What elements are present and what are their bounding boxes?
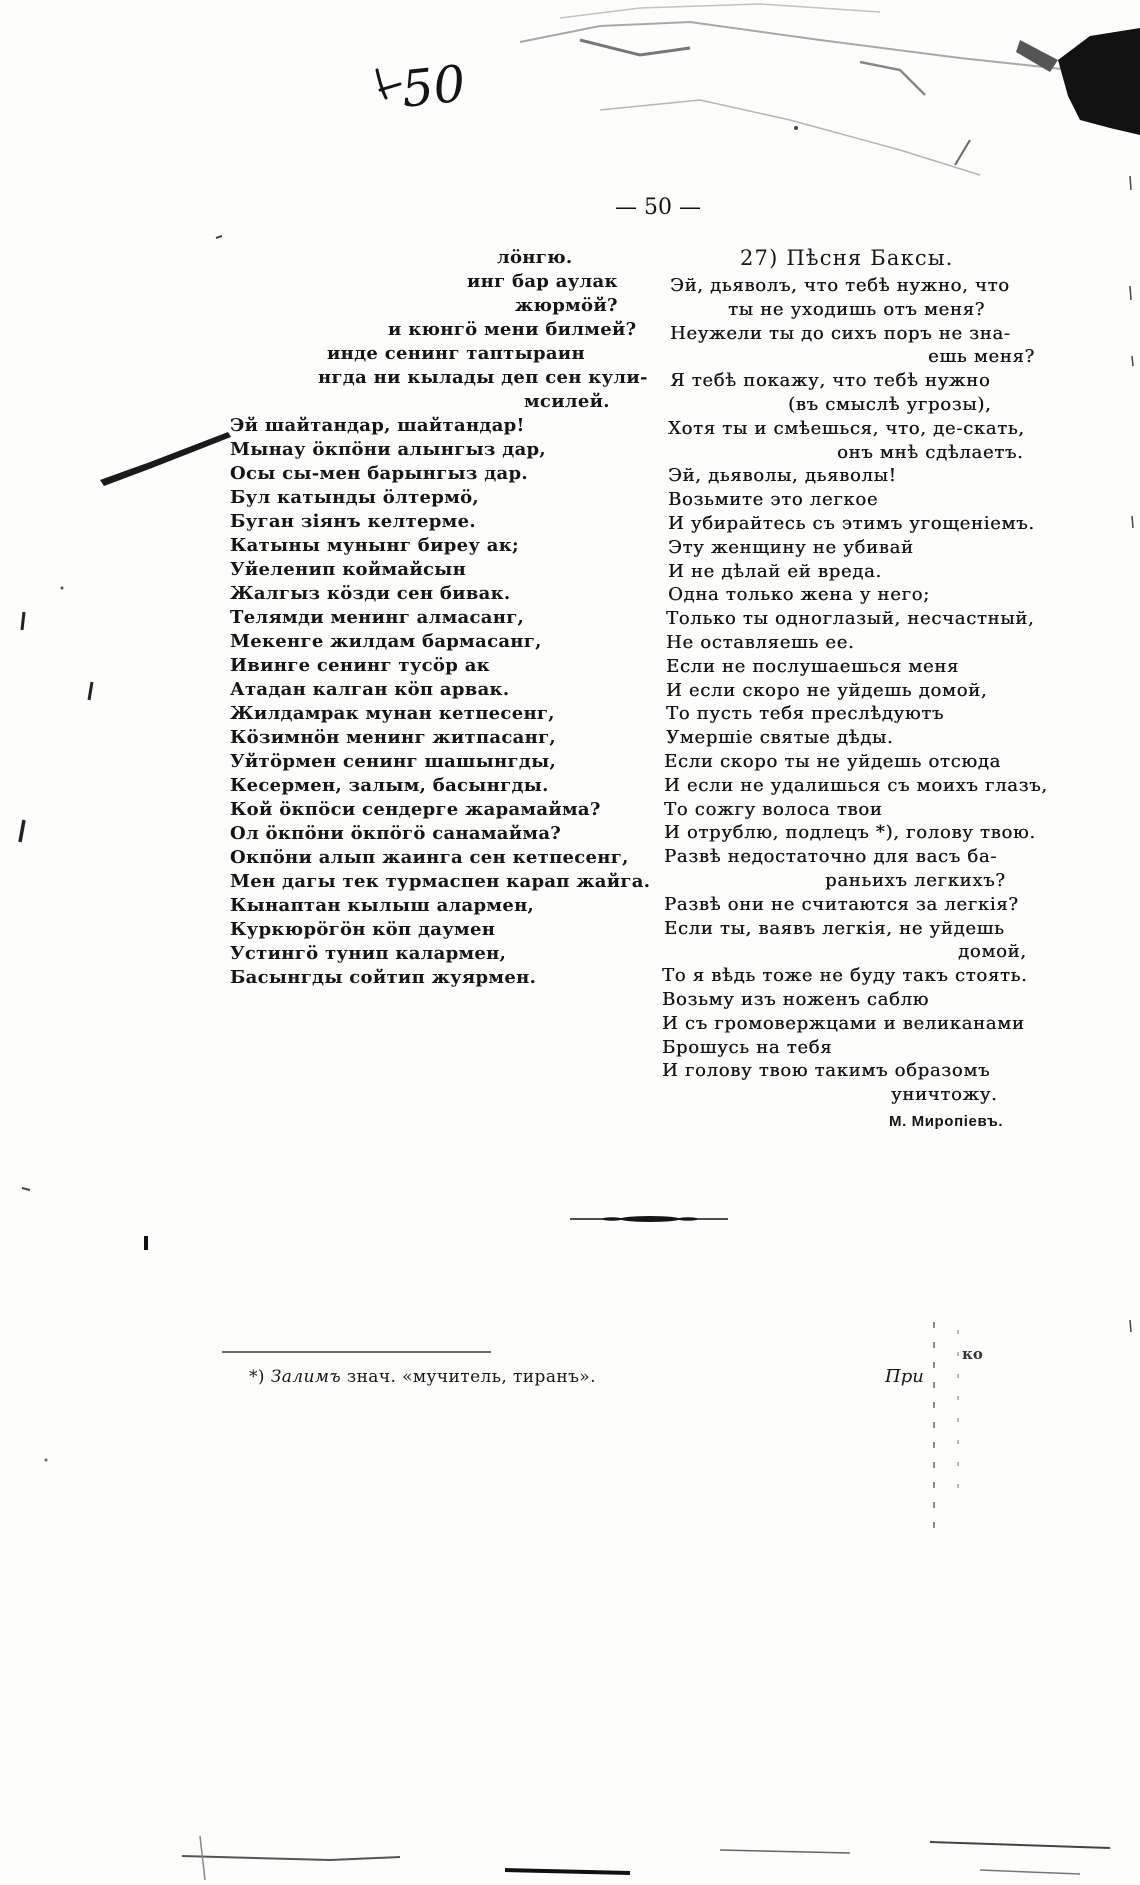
top-fold-smudge [955,140,970,165]
original-line: Мекенге жилдам бармасанг, [230,631,542,652]
bottom-streak [930,1842,1110,1848]
page-number: — 50 — [615,195,701,220]
original-line: нгда ни кылады деп сен кули- [318,367,648,388]
original-line: мсилей. [524,391,610,412]
translation-column [662,274,1102,1107]
margin-mark [1130,176,1131,190]
original-line: Кынаптан кылыш алармен, [230,895,535,916]
original-text-column [230,246,660,990]
translation-line: Если скоро ты не уйдешь отсюда [664,750,1001,772]
translation-line: Развѣ они не считаются за легкія? [664,893,1019,915]
top-fold-smudge [580,40,690,55]
original-line: Жилдамрак мунан кетпесенг, [230,703,555,724]
translation-line: И не дѣлай ей вреда. [668,560,882,582]
original-line: Буган зіянъ келтерме. [230,511,476,532]
translation-line: Эй, дьяволъ, что тебѣ нужно, что [670,275,1010,296]
original-line: Мен дагы тек турмаспен карап жайга. [230,871,651,892]
margin-mark [22,612,24,630]
translation-line: То сожгу волоса твои [664,798,883,820]
margin-mark [89,682,92,700]
footnote-fragment: При [885,1366,924,1387]
ink-speck [794,126,798,130]
ornament-separator [570,1216,728,1222]
original-line: Ивинге сенинг тусöр ак [230,655,490,676]
translation-line: И съ громовержцами и великанами [662,1012,1025,1034]
translation-line: Только ты одноглазый, несчастный, [666,608,1035,630]
translation-line: То пусть тебя преслѣдуютъ [666,703,945,725]
translation-line: Не оставляешь ее. [666,631,855,653]
bottom-streak [980,1870,1080,1874]
translation-line: И убирайтесь съ этимъ угощеніемъ. [668,512,1035,534]
margin-streak [100,432,231,486]
original-line: Устингö тунип калармен, [230,943,507,964]
translation-line: онъ мнѣ сдѣлаетъ. [837,441,1024,463]
margin-mark [1130,286,1131,300]
bottom-streak [182,1856,400,1860]
author-signature: М. Миропіевъ. [889,1113,1004,1130]
margin-mark [22,1188,30,1190]
translation-line: (въ смыслѣ угрозы), [788,393,992,415]
margin-mark [1130,1320,1131,1332]
translation-line: Эту женщину не убивай [668,536,914,558]
translation-line: И если не удалишься съ моихъ глазъ, [664,774,1048,796]
translation-line: домой, [958,941,1027,963]
margin-mark [216,236,222,238]
margin-streak [175,445,205,455]
original-line: Куркюрöгöн кöп даумен [230,919,496,940]
original-line: Бул катынды öлтермö, [230,487,479,508]
original-line: Кöзимнöн менинг житпасанг, [230,727,556,748]
original-line: лöнгю. [497,247,573,268]
translation-line: Брошусь на тебя [662,1036,833,1058]
top-fold-smudge [860,62,925,95]
original-line: Кой öкпöси сендерге жарамайма? [230,799,601,820]
translation-title: 27) Пѣсня Баксы. [740,246,954,270]
original-line: Эй шайтандар, шайтандар! [230,415,525,436]
bottom-streak [720,1850,850,1853]
translation-line: Хотя ты и смѣешься, что, де-скать, [668,417,1025,439]
original-line: инде сенинг таптыраин [327,343,585,364]
ink-speck [61,587,64,590]
translation-line: Неужели ты до сихъ поръ не зна- [670,322,1011,344]
top-fold-smudge [560,4,880,18]
handwritten-page-mark: 50 [398,54,469,119]
margin-mark [1132,516,1133,528]
top-fold-smudge [600,100,980,175]
original-line: и кюнгö мени билмей? [388,319,637,340]
bottom-streak [505,1870,630,1873]
original-line: Телямди менинг алмасанг, [230,607,525,628]
translation-line: раньихъ легкихъ? [825,869,1006,891]
footnote [249,1366,596,1388]
footnote-text: знач. «мучитель, тиранъ». [346,1367,596,1387]
margin-mark [1132,356,1133,366]
translation-line: Возьмите это легкое [668,489,879,511]
bottom-streak [200,1836,205,1880]
original-line: Кесермен, залым, басынгды. [230,775,549,796]
original-line: Атадан калган кöп арвак. [230,679,510,700]
translation-line: Возьму изъ ноженъ саблю [662,988,930,1010]
torn-corner-blot [1058,28,1140,135]
fragment-text: ко [962,1345,983,1363]
footnote-marker: *) [249,1367,265,1387]
margin-mark [20,820,24,842]
ink-speck [45,1459,48,1462]
handwritten-hook [377,70,400,98]
translation-line: И голову твою такимъ образомъ [662,1060,991,1082]
original-line: жюрмöй? [515,295,618,316]
footnote-term: Залимъ [270,1367,342,1387]
translation-line: Я тебѣ покажу, что тебѣ нужно [670,370,991,392]
original-line: Окпöни алып жаинга сен кетпесенг, [230,847,629,868]
translation-line: То я вѣдь тоже не буду такъ стоять. [662,965,1028,987]
original-line: Ол öкпöни öкпöгö санамайма? [230,823,562,844]
original-line: инг бар аулак [467,271,618,292]
translation-line: И если скоро не уйдешь домой, [666,679,988,701]
translation-line: И отрублю, подлецъ *), голову твою. [664,822,1036,844]
translation-line: ты не уходишь отъ меня? [728,298,986,320]
original-line: Мынау öкпöни алынгыз дар, [230,439,546,460]
original-line: Осы сы-мен барынгыз дар. [230,463,528,484]
translation-line: Развѣ недостаточно для васъ ба- [664,846,998,868]
original-line: Катыны мунынг биреу ак; [230,535,519,556]
translation-line: ешь меня? [928,346,1035,368]
translation-line: Эй, дьяволы, дьяволы! [668,465,897,487]
translation-line: уничтожу. [891,1084,998,1106]
translation-line: Если ты, ваявъ легкія, не уйдешь [664,917,1005,939]
original-line: Уйтöрмен сенинг шашынгды, [230,751,557,772]
original-line: Уйеленип коймайсын [230,559,467,580]
translation-line: Умершіе святые дѣды. [666,727,894,749]
original-line: Басынгды сойтип жуярмен. [230,967,537,988]
translation-line: Одна только жена у него; [668,584,930,606]
translation-line: Если не послушаешься меня [666,655,960,677]
original-line: Жалгыз кöзди сен бивак. [230,583,511,604]
